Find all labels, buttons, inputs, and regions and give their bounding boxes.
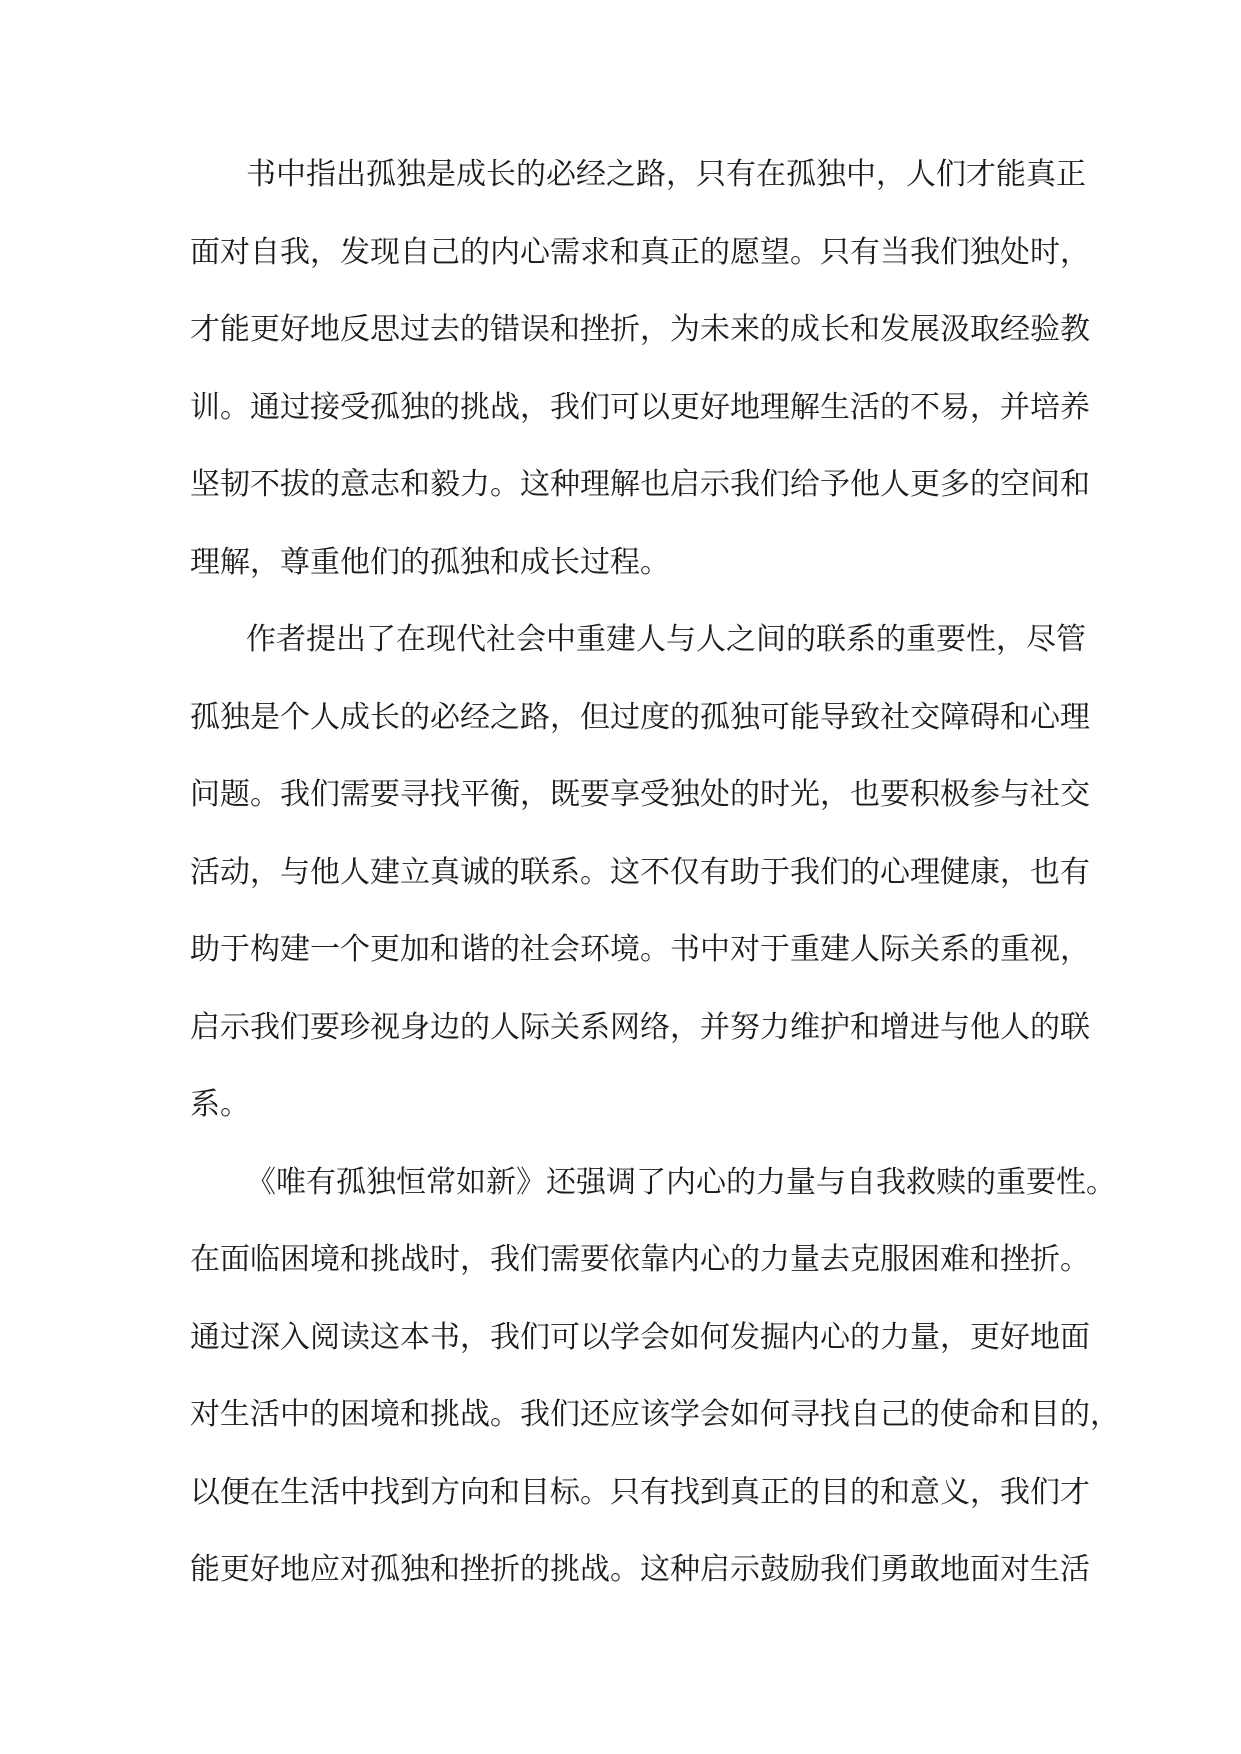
paragraph-3-line-6: 能更好地应对孤独和挫折的挑战。这种启示鼓励我们勇敢地面对生活: [190, 1552, 1090, 1587]
paragraph-2-line-6: 启示我们要珍视身边的人际关系网络，并努力维护和增进与他人的联: [190, 1009, 1090, 1045]
paragraph-1-line-2: 面对自我，发现自己的内心需求和真正的愿望。只有当我们独处时，: [190, 234, 1090, 270]
paragraph-2-line-4: 活动，与他人建立真诚的联系。这不仅有助于我们的心理健康，也有: [190, 854, 1090, 890]
paragraph-1-line-4: 训。通过接受孤独的挑战，我们可以更好地理解生活的不易，并培养: [190, 389, 1090, 425]
paragraph-2-line-1: 作者提出了在现代社会中重建人与人之间的联系的重要性，尽管: [246, 622, 1086, 657]
paragraph-3-line-3: 通过深入阅读这本书，我们可以学会如何发掘内心的力量，更好地面: [190, 1319, 1090, 1355]
paragraph-3-line-1: 《唯有孤独恒常如新》还强调了内心的力量与自我救赎的重要性。: [246, 1164, 1116, 1200]
paragraph-3-line-5: 以便在生活中找到方向和目标。只有找到真正的目的和意义，我们才: [190, 1474, 1090, 1510]
document-body: [190, 145, 1120, 1618]
paragraph-1-line-6: 理解，尊重他们的孤独和成长过程。: [190, 544, 670, 580]
paragraph-3-line-4: 对生活中的困境和挑战。我们还应该学会如何寻找自己的使命和目的，: [190, 1397, 1120, 1432]
paragraph-2-line-5: 助于构建一个更加和谐的社会环境。书中对于重建人际关系的重视，: [190, 932, 1090, 967]
paragraph-1-line-3: 才能更好地反思过去的错误和挫折，为未来的成长和发展汲取经验教: [190, 312, 1090, 347]
paragraph-2-line-7: 系。: [190, 1087, 250, 1122]
paragraph-3-line-2: 在面临困境和挑战时，我们需要依靠内心的力量去克服困难和挫折。: [190, 1242, 1090, 1277]
paragraph-2-line-3: 问题。我们需要寻找平衡，既要享受独处的时光，也要积极参与社交: [190, 777, 1090, 812]
paragraph-1-line-5: 坚韧不拔的意志和毅力。这种理解也启示我们给予他人更多的空间和: [190, 467, 1090, 502]
paragraph-1-line-1: 书中指出孤独是成长的必经之路，只有在孤独中，人们才能真正: [246, 157, 1086, 192]
paragraph-2-line-2: 孤独是个人成长的必经之路，但过度的孤独可能导致社交障碍和心理: [190, 699, 1090, 735]
